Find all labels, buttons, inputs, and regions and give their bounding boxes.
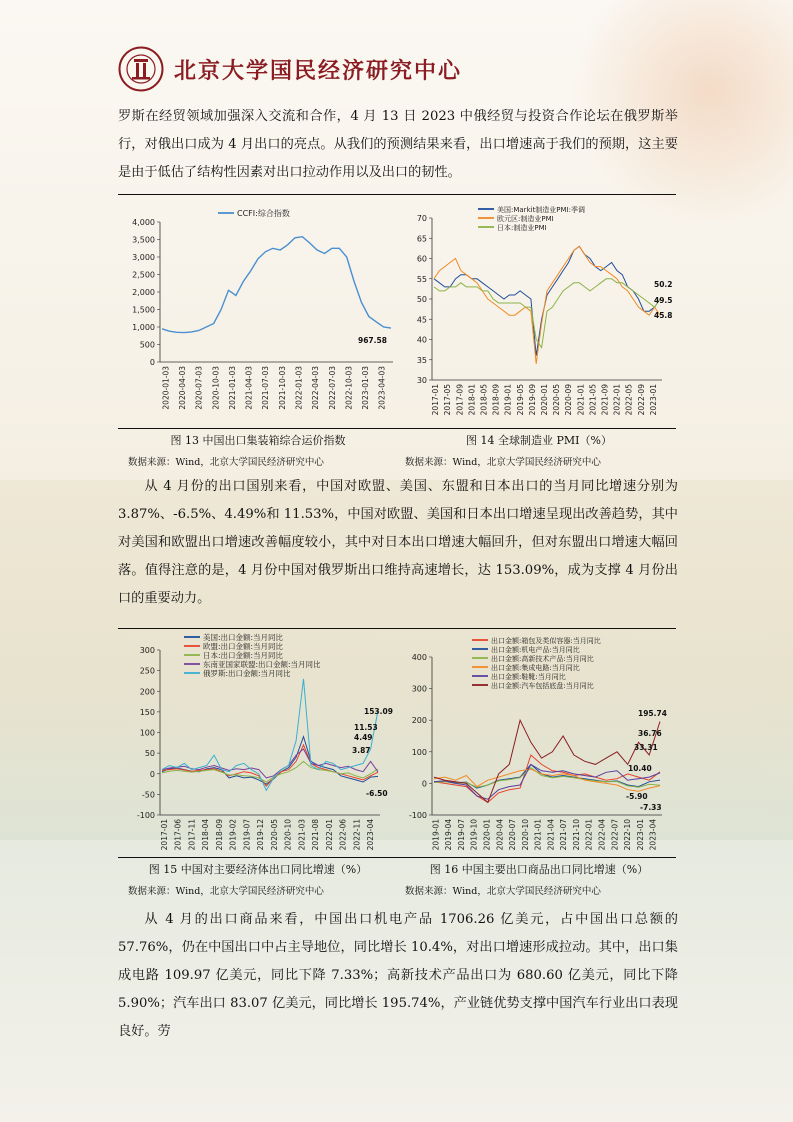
x-tick-label: 2019-09 <box>527 384 537 416</box>
x-tick-label: 2023-04 <box>648 819 658 851</box>
x-tick-label: 2020-04 <box>495 819 505 851</box>
legend-label: 欧盟:出口金额:当月同比 <box>203 642 284 651</box>
y-tick-label: 35 <box>416 355 427 365</box>
data-label: 195.74 <box>638 709 667 718</box>
x-tick-label: 2018-01 <box>467 384 477 416</box>
legend-label: 出口金额:高新技术产品:当月同比 <box>491 655 594 663</box>
caption-fig13: 图 13 中国出口集装箱综合运价指数 <box>170 434 346 447</box>
university-logo <box>118 46 164 92</box>
paragraph-1: 罗斯在经贸领域加强深入交流和合作，4 月 13 日 2023 中俄经贸与投资合作论坛在俄罗斯举行，对俄出口成为 4 月出口的亮点。从我们的预测结果来看，出口增速高于我们的预期，这主要是由于低估了结构性因素对出口拉动作用以及出口的韧性。 <box>118 109 678 180</box>
data-label: -6.50 <box>366 789 388 798</box>
x-tick-label: 2021-10-03 <box>277 366 287 410</box>
x-tick-label: 2021-04-03 <box>244 366 254 410</box>
x-tick-label: 2017-01 <box>159 819 169 851</box>
figure-bottom-rule <box>118 428 676 429</box>
x-tick-label: 2021-03 <box>297 819 307 851</box>
caption-fig14: 图 14 全球制造业 PMI（%） <box>466 434 612 447</box>
legend-label: CCFI:综合指数 <box>237 209 290 218</box>
x-tick-label: 2022-09 <box>636 384 646 416</box>
x-tick-label: 2019-02 <box>228 819 238 851</box>
source-fig16: 数据来源：Wind，北京大学国民经济研究中心 <box>405 886 601 897</box>
y-tick-label: 200 <box>139 687 155 697</box>
x-tick-label: 2022-06 <box>338 819 348 851</box>
legend-label: 出口金额:鞋靴:当月同比 <box>491 673 566 681</box>
x-tick-label: 2022-01-03 <box>294 366 304 410</box>
y-tick-label: 2,000 <box>132 288 155 297</box>
chart-export-by-country <box>118 632 398 854</box>
y-tick-label: 55 <box>416 274 427 284</box>
legend-label: 美国:出口金额:当月同比 <box>203 633 284 642</box>
y-tick-label: 40 <box>416 335 427 345</box>
y-tick-label: 300 <box>411 684 427 694</box>
y-tick-label: 45 <box>416 315 427 325</box>
y-tick-label: 400 <box>411 653 427 662</box>
y-tick-label: 2,500 <box>132 270 155 280</box>
x-tick-label: 2019-04 <box>444 819 454 851</box>
data-label: 4.49 <box>354 733 373 742</box>
x-tick-label: 2021-09 <box>600 384 610 416</box>
x-tick-label: 2017-01 <box>431 384 441 416</box>
y-tick-label: 150 <box>139 707 155 717</box>
source-fig14: 数据来源：Wind，北京大学国民经济研究中心 <box>405 457 601 468</box>
y-tick-label: 0 <box>149 769 155 779</box>
y-tick-label: 60 <box>416 254 427 264</box>
x-tick-label: 2018-09 <box>214 819 224 851</box>
data-label: 33.31 <box>634 743 658 752</box>
x-tick-label: 2020-07 <box>508 819 518 851</box>
x-tick-label: 2021-08 <box>311 819 321 851</box>
x-tick-label: 2022-10-03 <box>344 366 354 410</box>
source-fig15: 数据来源：Wind，北京大学国民经济研究中心 <box>128 886 324 897</box>
series-line-2 <box>162 761 378 782</box>
y-tick-label: 50 <box>416 295 427 304</box>
x-tick-label: 2018-04 <box>201 819 211 851</box>
chart-ccfi <box>118 200 400 425</box>
x-tick-label: 2022-04 <box>597 819 607 851</box>
x-tick-label: 2017-11 <box>187 819 197 851</box>
x-tick-label: 2020-05 <box>269 819 279 851</box>
caption-fig16: 图 16 中国主要出口商品出口同比增速（%） <box>429 863 649 876</box>
x-tick-label: 2021-07 <box>559 819 569 851</box>
x-tick-label: 2022-01 <box>584 819 594 851</box>
x-tick-label: 2017-05 <box>443 384 453 416</box>
x-tick-label: 2023-04-03 <box>377 366 387 410</box>
source-fig13: 数据来源：Wind，北京大学国民经济研究中心 <box>128 457 324 468</box>
x-tick-label: 2020-05 <box>552 384 562 416</box>
x-tick-label: 2017-06 <box>173 819 183 851</box>
x-tick-label: 2019-10 <box>469 819 479 851</box>
legend-label: 美国:Markit制造业PMI:季调 <box>497 206 585 214</box>
header <box>118 46 462 92</box>
x-tick-label: 2020-01 <box>482 819 492 851</box>
y-tick-label: 1,500 <box>132 305 155 315</box>
y-tick-label: 65 <box>416 234 427 244</box>
figure-bottom-rule-2 <box>118 857 676 858</box>
y-tick-label: -100 <box>136 811 155 820</box>
x-tick-label: 2019-05 <box>515 384 525 416</box>
x-tick-label: 2023-04 <box>366 819 376 851</box>
x-tick-label: 2022-07-03 <box>327 366 337 410</box>
x-tick-label: 2020-10 <box>520 819 530 851</box>
x-tick-label: 2021-04 <box>546 819 556 851</box>
y-tick-label: 250 <box>139 666 155 676</box>
chart-export-by-product <box>400 632 678 854</box>
legend-label: 日本:出口金额:当月同比 <box>203 651 284 660</box>
x-tick-label: 2017-09 <box>455 384 465 416</box>
series-line-1 <box>434 246 660 363</box>
x-tick-label: 2019-01 <box>503 384 513 416</box>
x-tick-label: 2018-09 <box>491 384 501 416</box>
data-label: -7.33 <box>640 803 662 812</box>
y-tick-label: 3,500 <box>132 235 155 245</box>
x-tick-label: 2021-05 <box>588 384 598 416</box>
legend-label: 俄罗斯:出口金额:当月同比 <box>203 669 291 678</box>
data-label: 45.8 <box>654 311 673 320</box>
series-line-5 <box>434 720 660 802</box>
org-name: 北京大学国民经济研究中心 <box>174 57 463 84</box>
y-tick-label: 3,000 <box>132 253 155 262</box>
x-tick-label: 2020-01 <box>540 384 549 416</box>
y-tick-label: 4,000 <box>132 218 155 227</box>
x-tick-label: 2020-10-03 <box>211 366 221 410</box>
y-tick-label: 0 <box>421 779 427 789</box>
data-label: 36.76 <box>638 729 662 738</box>
y-tick-label: 1,000 <box>132 323 155 332</box>
x-tick-label: 2022-11 <box>352 819 362 851</box>
x-tick-label: 2019-07 <box>242 819 252 851</box>
x-tick-label: 2023-01-03 <box>361 366 371 410</box>
x-tick-label: 2022-01 <box>324 819 334 851</box>
caption-fig15: 图 15 中国对主要经济体出口同比增速（%） <box>148 863 368 876</box>
y-tick-label: 100 <box>411 747 427 757</box>
x-tick-label: 2023-01 <box>648 384 658 416</box>
legend-label: 欧元区:制造业PMI <box>497 215 554 223</box>
x-tick-label: 2021-10 <box>571 819 581 851</box>
paragraph-2: 从 4 月份的出口国别来看，中国对欧盟、美国、东盟和日本出口的当月同比增速分别为 3.87%、-6.5%、4.49%和 11.53%，中国对欧盟、美国和日本出口增速呈现出改善趋势，其中对美国和欧盟出口增速改善幅度较小，其中对日本出口增速大幅回升，但对东盟出口增速大幅回落。值得注意的是，4 月份中国对俄罗斯出口维持高速增长，达 153.09%，成为支撑 4 月份出口的重要动力。 <box>118 479 678 606</box>
x-tick-label: 2020-09 <box>564 384 574 416</box>
data-label: 967.58 <box>358 336 387 345</box>
data-label: -5.90 <box>626 792 648 801</box>
x-tick-label: 2019-07 <box>456 819 466 851</box>
x-tick-label: 2022-04-03 <box>311 366 321 410</box>
data-label: 153.09 <box>364 707 393 716</box>
y-tick-label: 100 <box>139 728 155 738</box>
x-tick-label: 2020-01-03 <box>161 366 171 410</box>
y-tick-label: 30 <box>416 376 427 385</box>
series-line-0 <box>162 237 391 333</box>
legend-label: 出口金额:集成电路:当月同比 <box>491 664 580 672</box>
x-tick-label: 2021-07-03 <box>261 366 271 410</box>
y-tick-label: -100 <box>408 811 427 820</box>
data-label: 49.5 <box>654 296 673 305</box>
x-tick-label: 2023-01 <box>635 819 645 851</box>
x-tick-label: 2020-10 <box>283 819 293 851</box>
y-tick-label: 50 <box>144 749 155 759</box>
x-tick-label: 2022-01 <box>612 384 622 416</box>
x-tick-label: 2021-01-03 <box>227 366 237 410</box>
x-tick-label: 2019-01 <box>431 819 441 851</box>
x-tick-label: 2020-04-03 <box>177 366 187 410</box>
x-tick-label: 2018-05 <box>479 384 489 416</box>
x-tick-label: 2020-07-03 <box>194 366 204 410</box>
data-label: 3.87 <box>352 746 371 755</box>
y-tick-label: 70 <box>416 214 427 223</box>
x-tick-label: 2022-07 <box>610 819 620 851</box>
y-tick-label: 300 <box>139 646 155 655</box>
chart-pmi <box>400 200 678 425</box>
legend-label: 出口金额:箱包及类似容器:当月同比 <box>491 637 601 645</box>
y-tick-label: 0 <box>149 358 155 367</box>
x-tick-label: 2021-01 <box>533 819 543 851</box>
figure-top-rule <box>118 194 676 195</box>
y-tick-label: 500 <box>139 340 155 350</box>
y-tick-label: 200 <box>411 716 427 726</box>
x-tick-label: 2022-10 <box>623 819 633 851</box>
legend-label: 出口金额:机电产品:当月同比 <box>491 646 580 654</box>
legend-label: 东南亚国家联盟:出口金额:当月同比 <box>203 660 321 669</box>
data-label: 10.40 <box>628 764 652 773</box>
series-line-0 <box>434 246 660 355</box>
data-label: 50.2 <box>654 280 673 289</box>
paragraph-3: 从 4 月的出口商品来看，中国出口机电产品 1706.26 亿美元，占中国出口总额的 57.76%，仍在中国出口中占主导地位，同比增长 10.4%，对出口增速形成拉动。其中，出口集成电路 109.97 亿美元，同比下降 7.33%；高新技术产品出口为 680.60 亿美元，同比下降 5.90%；汽车出口 83.07 亿美元，同比增长 195.74%，产业链优势支撑中国汽车行业出口表现良好。劳 <box>118 912 678 1039</box>
legend-label: 出口金额:汽车包括底盘:当月同比 <box>491 682 594 690</box>
x-tick-label: 2022-05 <box>624 384 634 416</box>
x-tick-label: 2019-12 <box>256 819 266 851</box>
y-tick-label: -50 <box>141 790 155 800</box>
data-label: 11.53 <box>354 723 378 732</box>
figure-top-rule-2 <box>118 628 676 629</box>
x-tick-label: 2021-01 <box>576 384 586 416</box>
legend-label: 日本:制造业PMI <box>497 224 547 232</box>
